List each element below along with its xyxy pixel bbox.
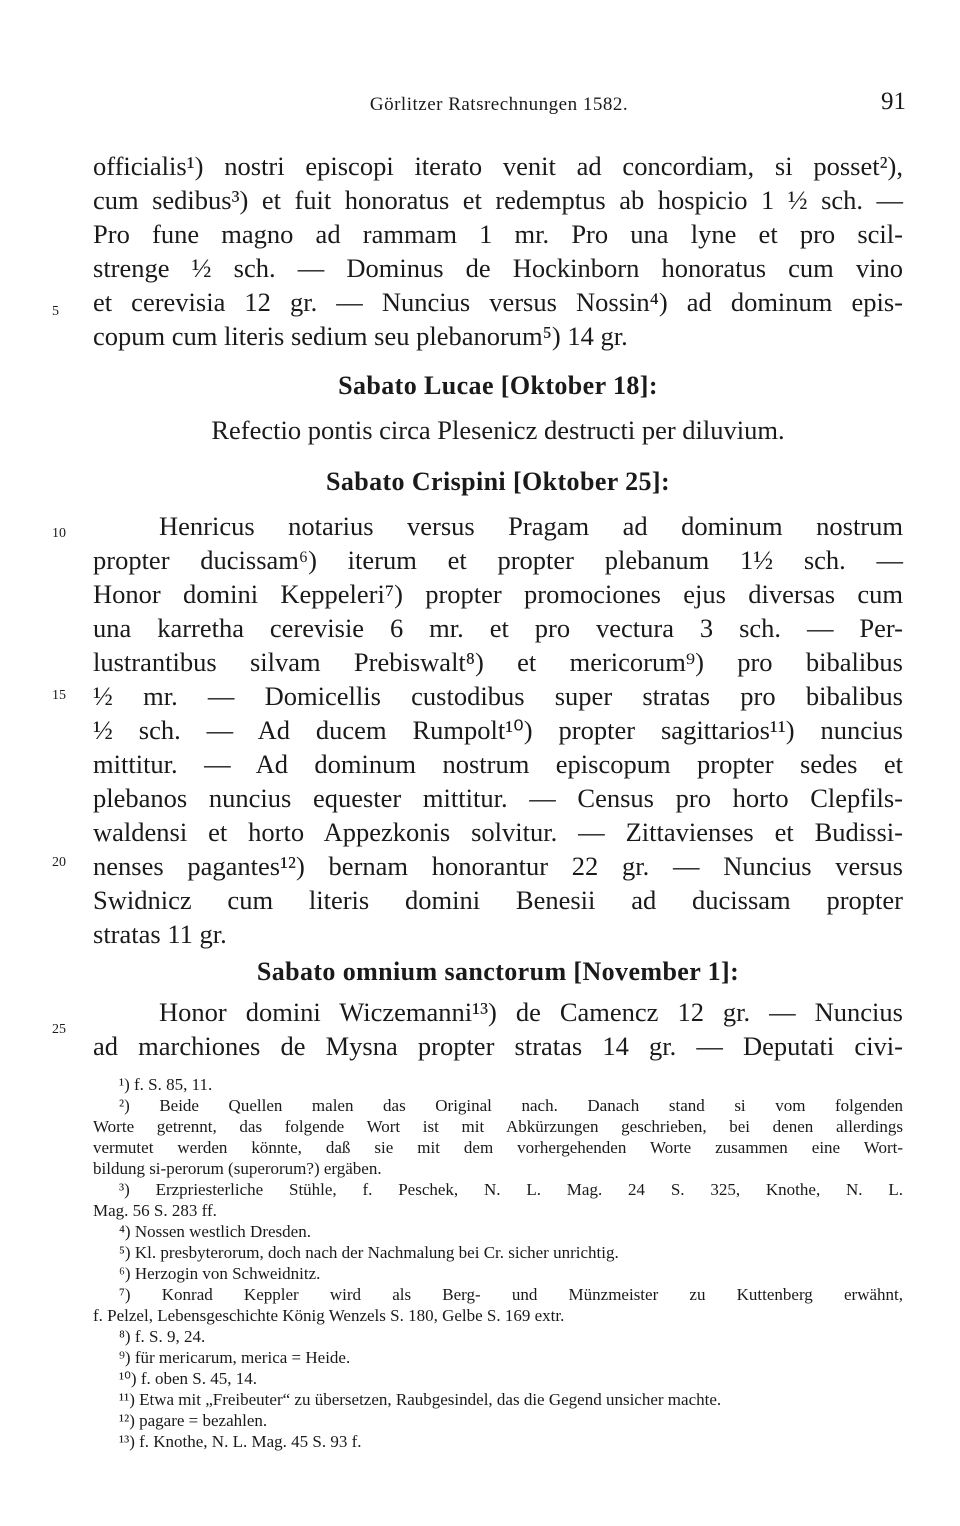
text-line: Honor domini Keppeleri⁷) propter promociones ejus diversas cum xyxy=(93,579,903,609)
footnote: ¹²) pagare = bezahlen. xyxy=(119,1411,268,1430)
line-number: 25 xyxy=(52,1022,66,1037)
text-line: nenses pagantes¹²) bernam honorantur 22 gr. — Nuncius versus xyxy=(93,851,903,881)
footnote: Mag. 56 S. 283 ff. xyxy=(93,1201,217,1220)
text-line: una karretha cerevisie 6 mr. et pro vectura 3 sch. — Per- xyxy=(93,613,903,643)
text-line: stratas 11 gr. xyxy=(93,919,227,949)
footnote: ⁹) für mericarum, merica = Heide. xyxy=(119,1348,351,1367)
line-number: 20 xyxy=(52,855,66,870)
footnote: ³) Erzpriesterliche Stühle, f. Peschek, N. L. Mag. 24 S. 325, Knothe, N. L. xyxy=(119,1180,903,1199)
footnote: bildung si-perorum (superorum?) ergäben. xyxy=(93,1159,382,1178)
page-number: 91 xyxy=(881,88,906,115)
footnote: ⁷) Konrad Keppler wird als Berg- und Münzmeister zu Kuttenberg erwähnt, xyxy=(119,1285,903,1304)
line-number: 5 xyxy=(52,304,59,319)
section-heading: Sabato Crispini [Oktober 25]: xyxy=(325,467,671,496)
footnote: ⁸) f. S. 9, 24. xyxy=(119,1327,206,1346)
section-heading: Sabato omnium sanctorum [November 1]: xyxy=(256,957,740,986)
running-title: Görlitzer Ratsrechnungen 1582. xyxy=(369,94,629,115)
section-heading: Sabato Lucae [Oktober 18]: xyxy=(338,371,658,400)
text-line: waldensi et horto Appezkonis solvitur. — Zittavienses et Budissi- xyxy=(93,817,903,847)
footnote: ⁵) Kl. presbyterorum, doch nach der Nachmalung bei Cr. sicher unrichtig. xyxy=(119,1243,619,1262)
footnote: ¹⁰) f. oben S. 45, 14. xyxy=(119,1369,257,1388)
text-line: officialis¹) nostri episcopi iterato venit ad concordiam, si posset²), xyxy=(93,151,903,181)
text-line: Honor domini Wiczemanni¹³) de Camencz 12 gr. — Nuncius xyxy=(159,997,903,1027)
footnote: ⁴) Nossen westlich Dresden. xyxy=(119,1222,311,1241)
footnote: Worte getrennt, das folgende Wort ist mit Abkürzungen geschrieben, bei denen allerdings xyxy=(93,1117,903,1136)
text-line: et cerevisia 12 gr. — Nuncius versus Nossin⁴) ad dominum epis- xyxy=(93,287,903,317)
text-line: ad marchiones de Mysna propter stratas 14 gr. — Deputati civi- xyxy=(93,1031,903,1061)
text-line: propter ducissam⁶) iterum et propter plebanum 1½ sch. — xyxy=(93,545,903,575)
footnote: vermutet werden könnte, daß sie mit dem vorhergehenden Worte zusammen eine Wort- xyxy=(93,1138,903,1157)
text-line: mittitur. — Ad dominum nostrum episcopum propter sedes et xyxy=(93,749,903,779)
text-line: Swidnicz cum literis domini Benesii ad ducissam propter xyxy=(93,885,903,915)
line-number: 15 xyxy=(52,688,66,703)
text-line: Refectio pontis circa Plesenicz destructi per diluvium. xyxy=(211,415,785,445)
text-line: ½ mr. — Domicellis custodibus super stratas pro bibalibus xyxy=(93,681,903,711)
page-header xyxy=(92,86,906,126)
line-number: 10 xyxy=(52,526,66,541)
footnote: ¹¹) Etwa mit „Freibeuter“ zu übersetzen, Raubgesindel, das die Gegend unsicher machte. xyxy=(119,1390,722,1409)
footnote: ¹) f. S. 85, 11. xyxy=(119,1075,213,1094)
footnote: ²) Beide Quellen malen das Original nach. Danach stand si vom folgenden xyxy=(119,1096,903,1115)
text-line: plebanos nuncius equester mittitur. — Census pro horto Clepfils- xyxy=(93,783,903,813)
footnote: ⁶) Herzogin von Schweidnitz. xyxy=(119,1264,321,1283)
footnote: f. Pelzel, Lebensgeschichte König Wenzels S. 180, Gelbe S. 169 extr. xyxy=(93,1306,565,1325)
text-line: strenge ½ sch. — Dominus de Hockinborn honoratus cum vino xyxy=(93,253,903,283)
text-line: cum sedibus³) et fuit honoratus et redemptus ab hospicio 1 ½ sch. — xyxy=(93,185,903,215)
text-line: ½ sch. — Ad ducem Rumpolt¹⁰) propter sagittarios¹¹) nuncius xyxy=(93,715,903,745)
text-line: Pro fune magno ad rammam 1 mr. Pro una lyne et pro scil- xyxy=(93,219,903,249)
text-line: copum cum literis sedium seu plebanorum⁵) 14 gr. xyxy=(93,321,628,351)
footnote: ¹³) f. Knothe, N. L. Mag. 45 S. 93 f. xyxy=(119,1432,362,1451)
text-line: lustrantibus silvam Prebiswalt⁸) et mericorum⁹) pro bibalibus xyxy=(93,647,903,677)
text-line: Henricus notarius versus Pragam ad dominum nostrum xyxy=(159,511,903,541)
